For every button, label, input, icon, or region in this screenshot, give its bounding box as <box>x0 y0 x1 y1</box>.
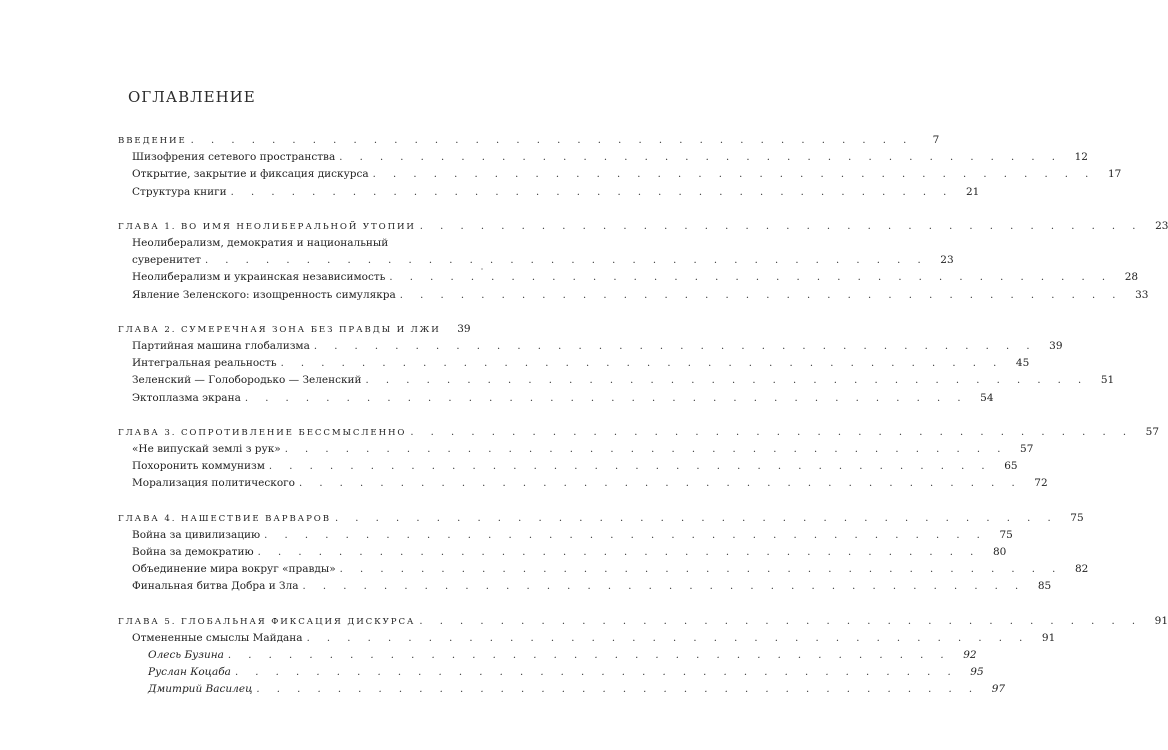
dot-leader: . . . . . . . . . . . . . . . . . . . . . . . . . . . . . . . . . . . . <box>365 375 1089 387</box>
dot-leader: . . . . . . . . . . . . . . . . . . . . . . . . . . . . . . . . . . . . <box>298 478 1022 490</box>
entry-page: 82 <box>1074 563 1089 576</box>
entry-page: 33 <box>1135 288 1149 301</box>
entry-page: 23 <box>940 254 954 267</box>
toc-entry[interactable] <box>118 681 1006 698</box>
entry-title: Шизофрения сетевого пространства <box>132 151 336 164</box>
toc-entry[interactable] <box>118 269 1139 286</box>
entry-title: Зеленский — Голобородько — Зеленский <box>132 374 362 387</box>
dot-leader: . . . . . . . . . . . . . . . . . . . . . . . . . . . . . . . . . . . . <box>284 444 1008 456</box>
entry-page: 45 <box>1015 357 1030 370</box>
entry-title: суверенитет <box>132 254 201 267</box>
toc-entry[interactable] <box>118 441 1034 458</box>
entry-title: Похоронить коммунизм <box>132 460 265 473</box>
dot-leader: . . . . . . . . . . . . . . . . . . . . . . . . . . . . . . . . . . . . <box>419 615 1143 627</box>
entry-title: Руслан Коцаба <box>148 666 231 679</box>
table-of-contents <box>118 132 1168 716</box>
entry-title: Отмененные смыслы Майдана <box>132 631 303 644</box>
toc-entry[interactable] <box>118 630 1056 647</box>
entry-page: 75 <box>1070 511 1084 524</box>
toc-entry-chapter[interactable] <box>118 218 1168 235</box>
dot-leader: . . . . . . . . . . . . . . . . . . . . . . . . . . . . . . . . . . . . <box>399 289 1123 301</box>
toc-entry[interactable] <box>118 287 1149 304</box>
entry-page: 57 <box>1145 425 1160 438</box>
entry-title: Война за цивилизацию <box>132 528 261 541</box>
entry-page: 92 <box>963 649 977 662</box>
dot-leader: . . . . . . . . . . . . . . . . . . . . . . . . . . . . . . . . . . . . <box>339 152 1062 164</box>
toc-entry-chapter[interactable] <box>118 510 1084 527</box>
entry-page: 85 <box>1037 580 1052 593</box>
toc-section-introduction <box>118 132 1122 201</box>
paper-speck <box>481 268 483 270</box>
entry-title: Олесь Бузина <box>148 649 224 662</box>
toc-entry[interactable] <box>118 149 1088 166</box>
entry-page: 23 <box>1155 219 1168 232</box>
entry-page: 12 <box>1074 151 1088 164</box>
entry-page: 39 <box>457 322 471 335</box>
entry-title: ГЛАВА 3. СОПРОТИВЛЕНИЕ БЕССМЫСЛЕННО <box>118 427 407 438</box>
toc-section-chapter-5 <box>118 613 1168 699</box>
toc-entry[interactable] <box>118 235 463 252</box>
entry-page: 51 <box>1100 374 1115 387</box>
toc-section-chapter-3 <box>118 424 1160 493</box>
entry-title: Морализация политического <box>132 477 295 490</box>
dot-leader: . . . . . . . . . . . . . . . . . . . . . . . . . . . . . . . . . . . . <box>389 272 1113 284</box>
entry-page: 28 <box>1124 271 1139 284</box>
dot-leader: . . . . . . . . . . . . . . . . . . . . . . . . . . . . . . . . . . . . <box>244 392 968 404</box>
entry-title: Неолиберализм, демократия и национальный <box>132 237 389 250</box>
entry-page: 95 <box>970 666 984 679</box>
entry-title: ГЛАВА 4. НАШЕСТВИЕ ВАРВАРОВ <box>118 513 331 524</box>
entry-title: Интегральная реальность <box>132 357 277 370</box>
entry-title: Открытие, закрытие и фиксация дискурса <box>132 168 369 181</box>
entry-page: 65 <box>1004 460 1018 473</box>
dot-leader: . . . . . . . . . . . . . . . . . . . . . . . . . . . . . . . . . . . . <box>256 684 980 696</box>
dot-leader: . . . . . . . . . . . . . . . . . . . . . . . . . . . . . . . . . . . . <box>190 135 914 146</box>
dot-leader: . . . . . . . . . . . . . . . . . . . . . . . . . . . . . . . . . . . . <box>302 581 1026 593</box>
entry-page: 72 <box>1034 477 1048 490</box>
entry-title: Война за демократию <box>132 546 254 559</box>
entry-title: Дмитрий Василец <box>148 683 253 696</box>
toc-entry[interactable] <box>118 475 1048 492</box>
entry-title: Партийная машина глобализма <box>132 340 310 353</box>
entry-page: 80 <box>992 546 1007 559</box>
dot-leader: . . . . . . . . . . . . . . . . . . . . . . . . . . . . . . . . . . . . <box>268 461 992 473</box>
toc-entry[interactable] <box>118 372 1115 389</box>
dot-leader: . . . . . . . . . . . . . . . . . . . . . . . . . . . . . . . . . . . . <box>339 564 1063 576</box>
dot-leader: . . . . . . . . . . . . . . . . . . . . . . . . . . . . . . . . . . . . <box>204 255 928 267</box>
dot-leader: . . . . . . . . . . . . . . . . . . . . . . . . . . . . . . . . . . . . <box>313 341 1037 353</box>
toc-entry[interactable] <box>118 664 984 681</box>
toc-entry[interactable] <box>118 578 1052 595</box>
dot-leader: . . . . . . . . . . . . . . . . . . . . . . . . . . . . . . . . . . . . <box>227 650 951 662</box>
toc-entry-chapter[interactable] <box>118 424 1160 441</box>
dot-leader: . . . . . . . . . . . . . . . . . . . . . . . . . . . . . . . . . . . . <box>372 169 1096 181</box>
dot-leader: . . . . . . . . . . . . . . . . . . . . . . . . . . . . . . . . . . . . <box>230 186 954 198</box>
toc-entry[interactable] <box>118 184 980 201</box>
entry-page: 97 <box>991 683 1006 696</box>
entry-page: 91 <box>1154 614 1168 627</box>
toc-entry[interactable] <box>118 338 1063 355</box>
entry-title: ГЛАВА 2. СУМЕРЕЧНАЯ ЗОНА БЕЗ ПРАВДЫ И ЛЖИ <box>118 324 441 335</box>
toc-entry[interactable] <box>118 166 1122 183</box>
dot-leader: . . . . . . . . . . . . . . . . . . . . . . . . . . . . . . . . . . . . <box>264 529 987 541</box>
entry-page: 17 <box>1107 168 1122 181</box>
entry-title: ГЛАВА 5. ГЛОБАЛЬНАЯ ФИКСАЦИЯ ДИСКУРСА <box>118 616 416 627</box>
toc-entry[interactable] <box>118 527 1013 544</box>
entry-title: Эктоплазма экрана <box>132 391 241 404</box>
toc-entry[interactable] <box>118 647 977 664</box>
entry-page: 21 <box>966 185 980 198</box>
entry-title: ГЛАВА 1. ВО ИМЯ НЕОЛИБЕРАЛЬНОЙ УТОПИИ <box>118 221 416 232</box>
toc-section-chapter-1 <box>118 218 1168 304</box>
dot-leader: . . . . . . . . . . . . . . . . . . . . . . . . . . . . . . . . . . . . <box>257 547 981 559</box>
entry-title: «Не випускай землі з рук» <box>132 443 281 456</box>
entry-page: 39 <box>1049 340 1063 353</box>
dot-leader: . . . . . . . . . . . . . . . . . . . . . . . . . . . . . . . . . . . . <box>410 426 1134 438</box>
toc-entry-introduction[interactable] <box>118 132 940 149</box>
toc-heading: ОГЛАВЛЕНИЕ <box>128 88 256 106</box>
dot-leader: . . . . . . . . . . . . . . . . . . . . . . . . . . . . . . . . . . . . <box>334 512 1058 524</box>
toc-entry[interactable] <box>118 544 1007 561</box>
toc-entry[interactable] <box>118 390 994 407</box>
toc-entry[interactable] <box>118 458 1018 475</box>
dot-leader: . . . . . . . . . . . . . . . . . . . . . . . . . . . . . . . . . . . . <box>280 358 1004 370</box>
toc-entry[interactable] <box>118 252 954 269</box>
entry-page: 7 <box>932 134 940 146</box>
entry-title: Неолиберализм и украинская независимость <box>132 271 386 284</box>
entry-title: Структура книги <box>132 185 227 198</box>
toc-section-chapter-4 <box>118 510 1089 596</box>
toc-section-chapter-2 <box>118 321 1115 407</box>
toc-entry-chapter[interactable] <box>118 613 1168 630</box>
entry-page: 75 <box>999 528 1013 541</box>
entry-title: ВВЕДЕНИЕ <box>118 136 187 146</box>
entry-page: 54 <box>980 391 994 404</box>
toc-entry[interactable] <box>118 355 1030 372</box>
toc-entry-chapter[interactable] <box>118 321 471 338</box>
dot-leader: . . . . . . . . . . . . . . . . . . . . . . . . . . . . . . . . . . . . <box>419 220 1143 232</box>
entry-title: Финальная битва Добра и Зла <box>132 580 299 593</box>
entry-page: 57 <box>1020 443 1034 456</box>
entry-title: Объединение мира вокруг «правды» <box>132 563 336 576</box>
entry-title: Явление Зеленского: изощренность симулякра <box>132 288 396 301</box>
dot-leader: . . . . . . . . . . . . . . . . . . . . . . . . . . . . . . . . . . . . <box>234 667 958 679</box>
entry-page: 91 <box>1041 631 1056 644</box>
dot-leader: . . . . . . . . . . . . . . . . . . . . . . . . . . . . . . . . . . . . <box>306 632 1030 644</box>
toc-entry[interactable] <box>118 561 1089 578</box>
